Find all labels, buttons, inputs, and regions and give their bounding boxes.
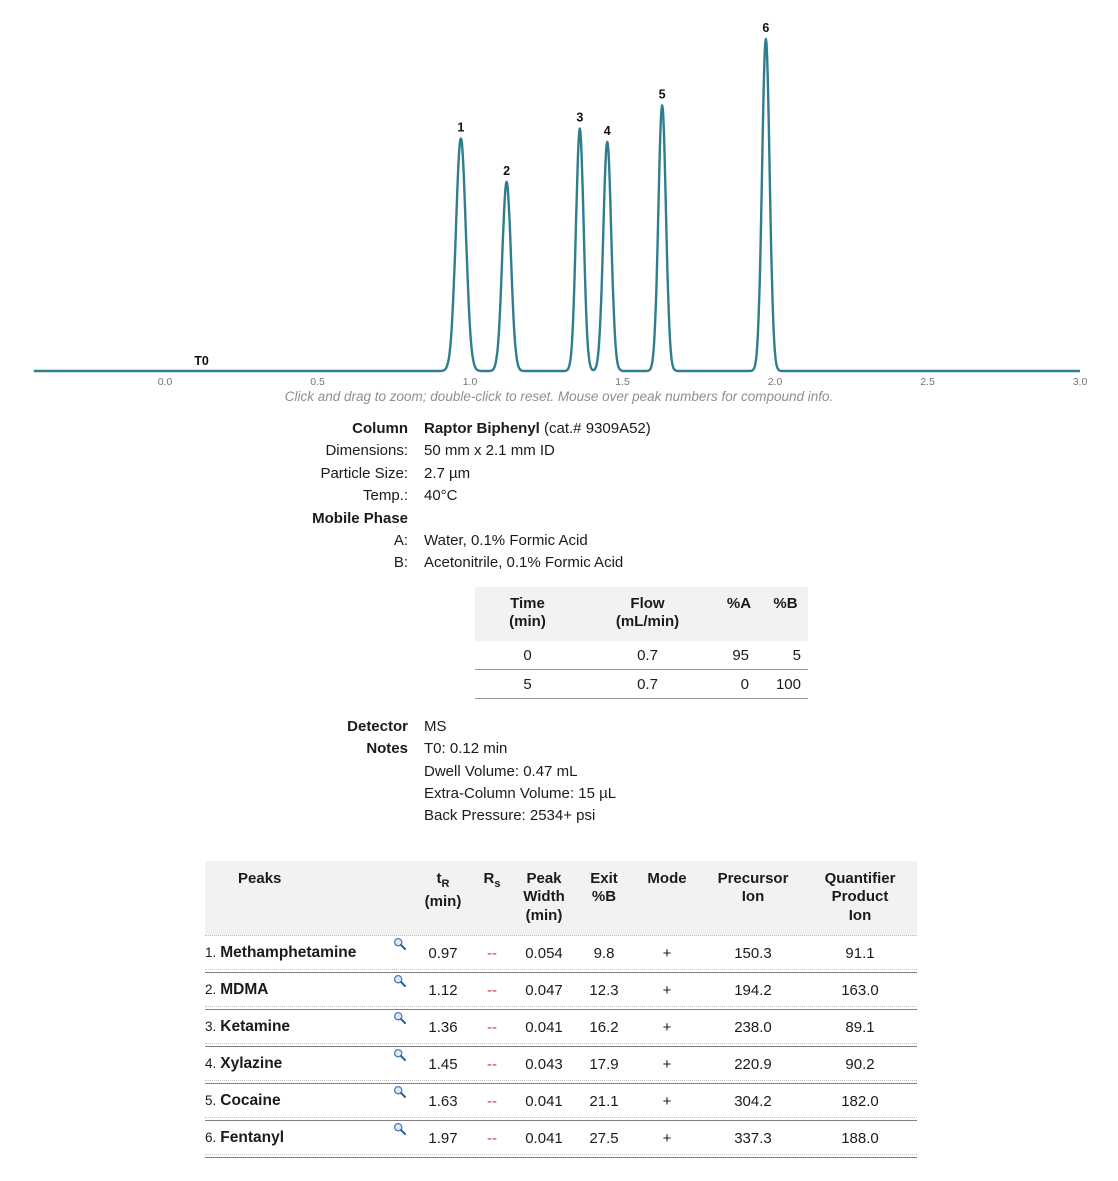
peaks-header-cell: Peak Width (min) bbox=[523, 869, 565, 924]
condition-label: B: bbox=[393, 554, 408, 572]
detector-row bbox=[0, 716, 1118, 738]
peaks-header-cell: Quantifier Product Ion bbox=[824, 869, 896, 924]
magnifier-icon[interactable] bbox=[393, 1122, 407, 1140]
peak-precursor-ion: 238.0 bbox=[734, 1018, 772, 1036]
condition-value: 50 mm x 2.1 mm ID bbox=[424, 442, 555, 460]
peak-tr: 1.97 bbox=[428, 1129, 458, 1147]
peak-exit-b: 17.9 bbox=[589, 1055, 619, 1073]
condition-value bbox=[424, 418, 1118, 440]
peak-quantifier-ion: 188.0 bbox=[841, 1129, 879, 1147]
peak-tr: 1.12 bbox=[428, 981, 458, 999]
peak-number: 5. bbox=[205, 1093, 217, 1109]
gradient-row bbox=[475, 670, 808, 699]
peak-width: 0.041 bbox=[525, 1018, 563, 1036]
peak-precursor-ion: 304.2 bbox=[734, 1092, 772, 1110]
gradient-cell: 0.7 bbox=[637, 646, 658, 664]
gradient-cell: 5 bbox=[523, 675, 532, 693]
condition-label: Particle Size: bbox=[320, 464, 408, 482]
notes-row bbox=[0, 805, 1118, 827]
condition-value: 2.7 µm bbox=[424, 464, 471, 482]
compound-cell bbox=[205, 1092, 415, 1110]
condition-row bbox=[0, 418, 1118, 440]
peak-width: 0.041 bbox=[525, 1129, 563, 1147]
column-name: Raptor Biphenyl bbox=[424, 420, 540, 437]
peak-mode: + bbox=[662, 1055, 672, 1073]
peaks-table-body bbox=[205, 936, 917, 1158]
peak-tr: 0.97 bbox=[428, 944, 458, 962]
chromatogram-svg[interactable] bbox=[0, 0, 1118, 388]
magnifier-icon[interactable] bbox=[393, 974, 407, 992]
peaks-table-row bbox=[205, 1047, 917, 1081]
peak-width: 0.054 bbox=[525, 944, 563, 962]
peaks-header-cell: $t_R$ (min) bbox=[424, 869, 462, 911]
compound-cell bbox=[205, 944, 415, 962]
gradient-cell: 95 bbox=[732, 646, 749, 664]
peak-width: 0.047 bbox=[525, 981, 563, 999]
condition-row bbox=[0, 485, 1118, 507]
notes-label bbox=[0, 805, 408, 827]
peaks-table-row bbox=[205, 1121, 917, 1155]
condition-label: A: bbox=[393, 532, 408, 550]
compound-cell bbox=[205, 1018, 415, 1036]
gradient-table-body bbox=[475, 641, 808, 699]
compound-cell bbox=[205, 1129, 415, 1147]
gradient-cell: 100 bbox=[775, 675, 801, 693]
peak-number: 2. bbox=[205, 982, 217, 998]
condition-row bbox=[0, 530, 1118, 552]
peak-number: 3. bbox=[205, 1019, 217, 1035]
peak-mode: + bbox=[662, 1018, 672, 1036]
peak-rs: -- bbox=[487, 1129, 497, 1147]
peak-quantifier-ion: 89.1 bbox=[845, 1018, 875, 1036]
x-axis-tick-label: 3.0 bbox=[1072, 376, 1088, 388]
x-axis-tick-label: 2.0 bbox=[767, 376, 783, 388]
notes-label bbox=[0, 783, 408, 805]
peak-tr: 1.36 bbox=[428, 1018, 458, 1036]
peak-precursor-ion: 150.3 bbox=[734, 944, 772, 962]
peaks-header-cell: Exit %B bbox=[590, 869, 618, 906]
condition-row bbox=[0, 463, 1118, 485]
compound-name: Cocaine bbox=[220, 1092, 281, 1110]
peak-exit-b: 27.5 bbox=[589, 1129, 619, 1147]
chromatogram-chart[interactable] bbox=[0, 0, 1118, 388]
peak-exit-b: 12.3 bbox=[589, 981, 619, 999]
gradient-cell: 0.7 bbox=[637, 675, 658, 693]
gradient-table-header bbox=[475, 587, 808, 641]
peak-mode: + bbox=[662, 981, 672, 999]
condition-value bbox=[424, 508, 1118, 530]
peak-quantifier-ion: 182.0 bbox=[841, 1092, 879, 1110]
peak-quantifier-ion: 91.1 bbox=[845, 944, 875, 962]
peaks-table-row bbox=[205, 973, 917, 1007]
peak-number: 6. bbox=[205, 1130, 217, 1146]
x-axis-tick-label: 0.0 bbox=[157, 376, 173, 388]
condition-label: Dimensions: bbox=[325, 442, 408, 460]
peak-precursor-ion: 194.2 bbox=[734, 981, 772, 999]
peak-exit-b: 9.8 bbox=[593, 944, 615, 962]
compound-name: Xylazine bbox=[220, 1055, 283, 1073]
notes-row bbox=[0, 738, 1118, 760]
peak-rs: -- bbox=[487, 981, 497, 999]
t0-label: T0 bbox=[194, 354, 209, 368]
peaks-header-cell: Peaks bbox=[238, 869, 282, 887]
compound-name: Ketamine bbox=[220, 1018, 291, 1036]
peak-number-label-3[interactable]: 3 bbox=[576, 110, 584, 125]
detector-notes bbox=[0, 716, 1118, 828]
compound-name: Methamphetamine bbox=[220, 944, 357, 962]
compound-name: MDMA bbox=[220, 981, 269, 999]
condition-label: Mobile Phase bbox=[312, 509, 408, 527]
peak-number-label-4[interactable]: 4 bbox=[603, 123, 611, 138]
compound-cell bbox=[205, 1055, 415, 1073]
magnifier-icon[interactable] bbox=[393, 1048, 407, 1066]
peak-tr: 1.45 bbox=[428, 1055, 458, 1073]
notes-label bbox=[0, 761, 408, 783]
x-axis-tick-label: 1.5 bbox=[615, 376, 630, 388]
condition-label: Temp.: bbox=[362, 487, 408, 505]
compound-cell bbox=[205, 981, 415, 999]
peak-precursor-ion: 337.3 bbox=[734, 1129, 772, 1147]
peak-rs: -- bbox=[487, 1092, 497, 1110]
peak-precursor-ion: 220.9 bbox=[734, 1055, 772, 1073]
peak-number-label-6[interactable]: 6 bbox=[762, 21, 770, 35]
peak-number: 1. bbox=[205, 945, 217, 961]
peak-number-label-1[interactable]: 1 bbox=[457, 120, 465, 135]
gradient-cell: 0 bbox=[523, 646, 532, 664]
peak-exit-b: 21.1 bbox=[589, 1092, 619, 1110]
condition-value: 40°C bbox=[424, 487, 458, 505]
condition-row bbox=[0, 552, 1118, 574]
peaks-table-row bbox=[205, 936, 917, 970]
notes-line: Extra-Column Volume: 15 µL bbox=[424, 785, 617, 803]
magnifier-icon[interactable] bbox=[393, 1085, 407, 1103]
peak-rs: -- bbox=[487, 1018, 497, 1036]
x-axis-tick-label: 1.0 bbox=[462, 376, 478, 388]
peaks-table-row bbox=[205, 1084, 917, 1118]
peak-quantifier-ion: 90.2 bbox=[845, 1055, 875, 1073]
peaks-header-cell: Mode bbox=[647, 869, 687, 887]
x-axis-tick-label: 0.5 bbox=[310, 376, 325, 388]
notes-line: Dwell Volume: 0.47 mL bbox=[424, 762, 578, 780]
peak-mode: + bbox=[662, 944, 672, 962]
condition-value: Acetonitrile, 0.1% Formic Acid bbox=[424, 554, 624, 572]
condition-value: Water, 0.1% Formic Acid bbox=[424, 532, 588, 550]
condition-row bbox=[0, 440, 1118, 462]
peak-number: 4. bbox=[205, 1056, 217, 1072]
x-axis-tick-label: 2.5 bbox=[920, 376, 935, 388]
peaks-header-cell: Precursor Ion bbox=[717, 869, 789, 906]
notes-label: Notes bbox=[366, 740, 408, 758]
peaks-table bbox=[205, 861, 917, 1159]
peaks-table-header bbox=[205, 861, 917, 937]
magnifier-icon[interactable] bbox=[393, 1011, 407, 1029]
peak-mode: + bbox=[662, 1129, 672, 1147]
gradient-header-cell: %B bbox=[773, 594, 798, 612]
peak-rs: -- bbox=[487, 1055, 497, 1073]
compound-name: Fentanyl bbox=[220, 1129, 284, 1147]
column-cat-number: (cat.# 9309A52) bbox=[539, 420, 651, 437]
peak-rs: -- bbox=[487, 944, 497, 962]
detector-label: Detector bbox=[347, 717, 408, 735]
magnifier-icon[interactable] bbox=[393, 937, 407, 955]
peak-mode: + bbox=[662, 1092, 672, 1110]
gradient-cell: 5 bbox=[792, 646, 801, 664]
gradient-table bbox=[475, 587, 808, 699]
peaks-header-cell: $R_s$ bbox=[483, 869, 501, 890]
detector-value: MS bbox=[424, 717, 447, 735]
peak-width: 0.043 bbox=[525, 1055, 563, 1073]
notes-line: Back Pressure: 2534+ psi bbox=[424, 807, 596, 825]
gradient-row bbox=[475, 641, 808, 670]
row-separator bbox=[205, 1157, 917, 1158]
notes-row bbox=[0, 783, 1118, 805]
gradient-header-cell: %A bbox=[726, 594, 752, 612]
notes-line: T0: 0.12 min bbox=[424, 740, 508, 758]
method-conditions bbox=[0, 418, 1118, 575]
peaks-table-row bbox=[205, 1010, 917, 1044]
peak-number-label-2[interactable]: 2 bbox=[503, 163, 511, 178]
chart-instructions: Click and drag to zoom; double-click to reset. Mouse over peak numbers for compound info. bbox=[284, 389, 834, 404]
peak-quantifier-ion: 163.0 bbox=[841, 981, 879, 999]
peak-number-label-5[interactable]: 5 bbox=[658, 87, 666, 102]
gradient-cell: 0 bbox=[740, 675, 749, 693]
notes-row bbox=[0, 761, 1118, 783]
peak-exit-b: 16.2 bbox=[589, 1018, 619, 1036]
condition-label: Column bbox=[352, 420, 408, 437]
condition-row bbox=[0, 508, 1118, 530]
gradient-header-cell: Flow (mL/min) bbox=[615, 594, 680, 630]
peak-width: 0.041 bbox=[525, 1092, 563, 1110]
peak-tr: 1.63 bbox=[428, 1092, 458, 1110]
gradient-header-cell: Time (min) bbox=[509, 594, 546, 630]
chromatogram-trace bbox=[34, 39, 1080, 371]
